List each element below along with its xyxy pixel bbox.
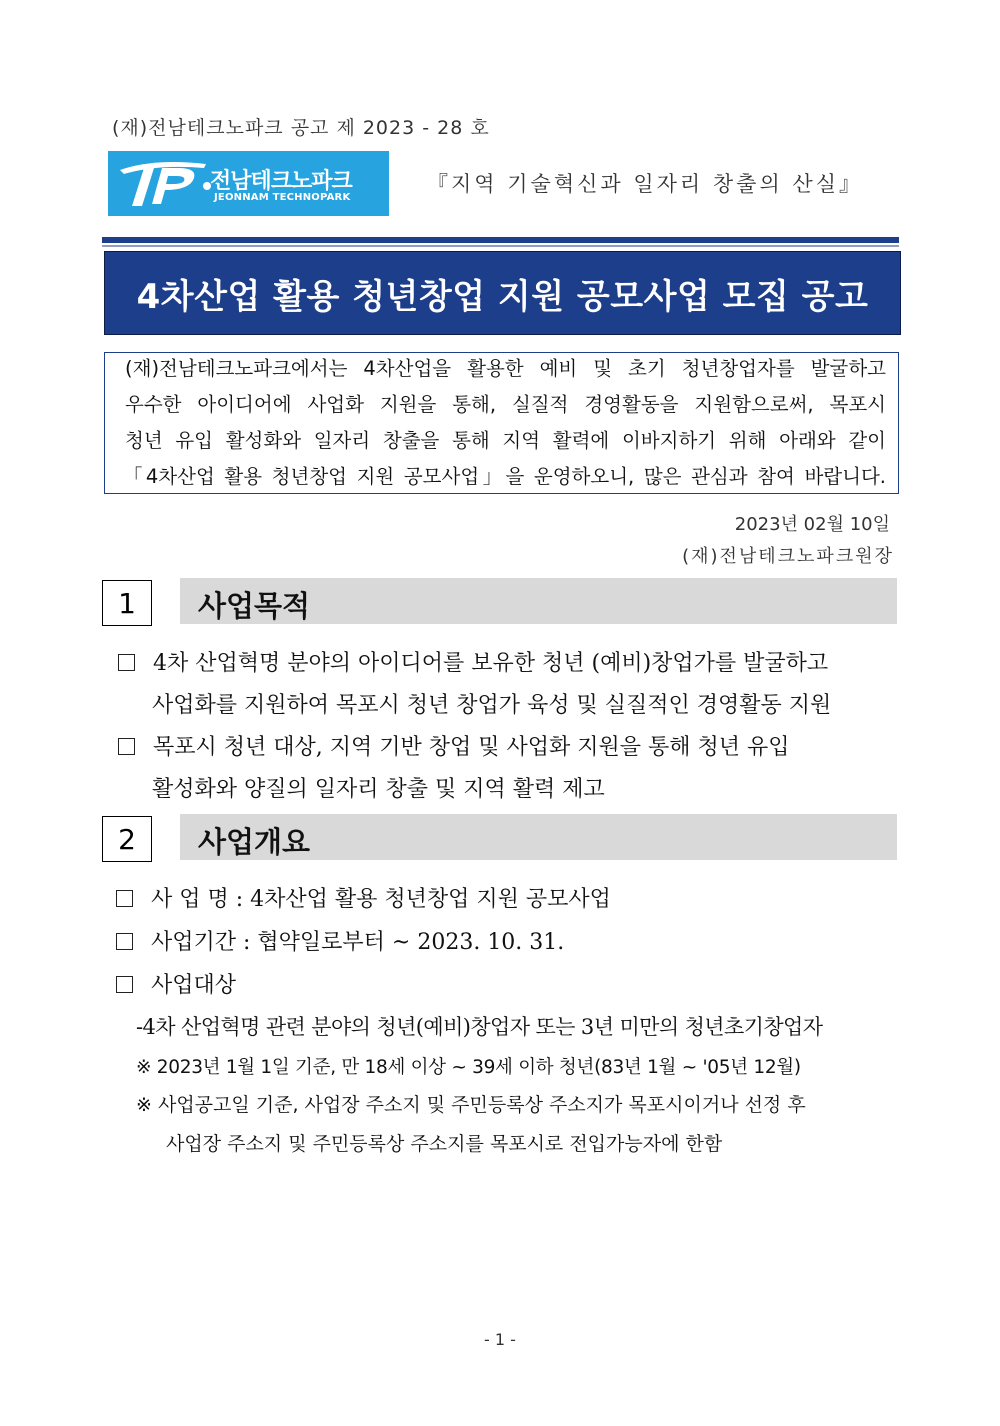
intro-line: 청년 유입 활성화와 일자리 창출을 통해 지역 활력에 이바지하기 위해 아래와 같이 (125, 429, 886, 452)
notice-number: (재)전남테크노파크 공고 제 2023 - 28 호 (112, 117, 490, 139)
tp-logo-icon (114, 156, 214, 212)
section-header (180, 578, 897, 624)
header-rule (102, 237, 899, 243)
intro-line: 「4차산업 활용 청년창업 지원 공모사업」을 운영하오니, 많은 관심과 참여 바랍니다. (123, 465, 886, 488)
checkbox-bullet-icon (116, 933, 133, 950)
section-title: 사업목적 (198, 589, 311, 623)
notice-date: 2023년 02월 10일 (734, 514, 890, 535)
sub-item: -4차 산업혁명 관련 분야의 청년(예비)창업자 또는 3년 미만의 청년초기창업자 (136, 1015, 823, 1039)
list-item: 목포시 청년 대상, 지역 기반 창업 및 사업화 지원을 통해 청년 유입 (118, 730, 789, 761)
intro-line: (재)전남테크노파크에서는 4차산업을 활용한 예비 및 초기 청년창업자를 발굴하고 (125, 357, 886, 380)
section-header (180, 814, 897, 860)
list-item: 4차 산업혁명 분야의 아이디어를 보유한 청년 (예비)창업가를 발굴하고 (118, 646, 828, 677)
note-item: ※ 사업공고일 기준, 사업장 주소지 및 주민등록상 주소지가 목포시이거나 선정 후 (136, 1094, 806, 1116)
note-item: ※ 2023년 1월 1일 기준, 만 18세 이상 ~ 39세 이하 청년(83년 1월 ~ '05년 12월) (136, 1057, 801, 1078)
checkbox-bullet-icon (116, 890, 133, 907)
section-number: 2 (102, 816, 152, 862)
list-item: 사 업 명 : 4차산업 활용 청년창업 지원 공모사업 (116, 882, 611, 913)
list-item-continuation: 활성화와 양질의 일자리 창출 및 지역 활력 제고 (152, 777, 605, 802)
section-number: 1 (102, 580, 152, 626)
section-title: 사업개요 (198, 825, 311, 859)
checkbox-bullet-icon (118, 654, 135, 671)
note-item-continuation: 사업장 주소지 및 주민등록상 주소지를 목포시로 전입가능자에 한함 (166, 1133, 723, 1155)
list-item: 사업기간 : 협약일로부터 ~ 2023. 10. 31. (116, 925, 564, 956)
page-title: 4차산업 활용 청년창업 지원 공모사업 모집 공고 (136, 276, 869, 317)
logo-korean-text: 전남테크노파크 (210, 169, 352, 194)
page-number: - 1 - (484, 1330, 516, 1349)
issuer: (재)전남테크노파크원장 (682, 546, 894, 567)
intro-line: 우수한 아이디어에 사업화 지원을 통해, 실질적 경영활동을 지원함으로써, 목포시 (125, 393, 886, 416)
list-item: 사업대상 (116, 968, 236, 999)
list-item-continuation: 사업화를 지원하여 목포시 청년 창업가 육성 및 실질적인 경영활동 지원 (152, 693, 832, 718)
slogan: 『지역 기술혁신과 일자리 창출의 산실』 (427, 172, 863, 196)
checkbox-bullet-icon (118, 738, 135, 755)
intro-box (104, 352, 899, 494)
header-rule-thin (102, 245, 899, 247)
organization-logo (108, 151, 389, 216)
title-banner (104, 251, 901, 335)
checkbox-bullet-icon (116, 976, 133, 993)
logo-english-text: JEONNAM TECHNOPARK (214, 192, 351, 203)
